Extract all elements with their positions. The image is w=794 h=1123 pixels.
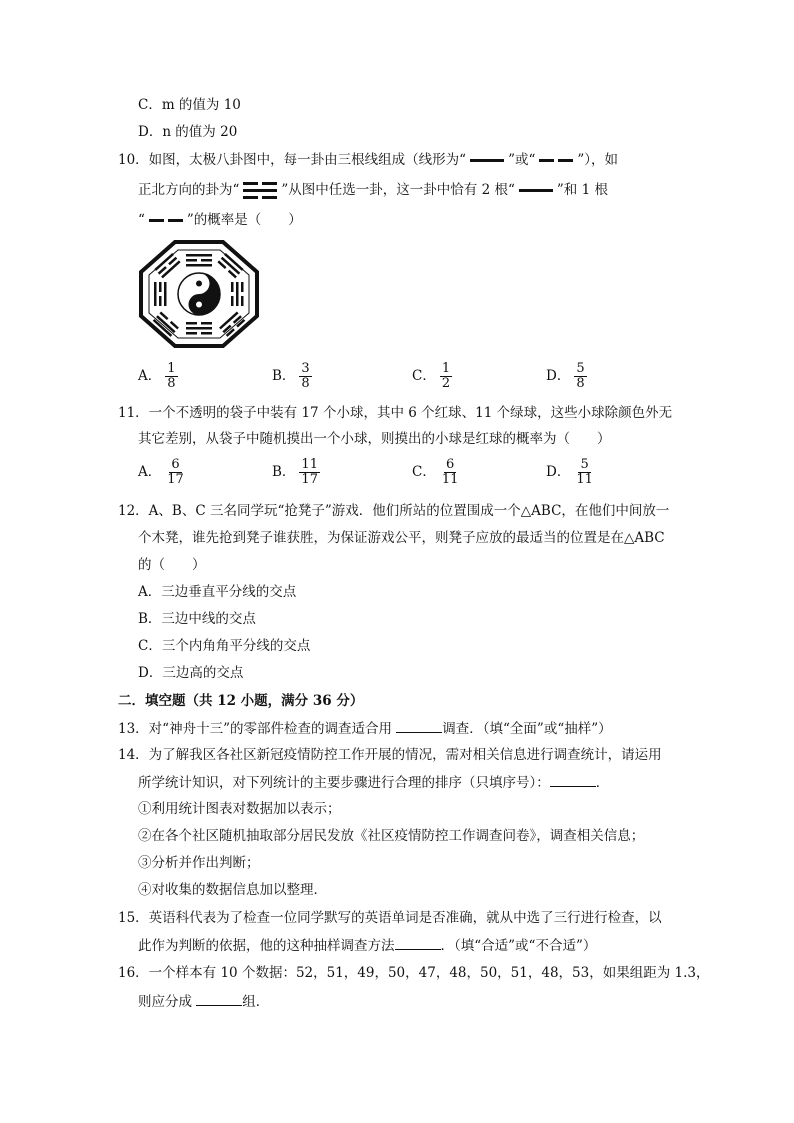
q16-line2 bbox=[138, 991, 269, 1012]
numerator: 5 bbox=[576, 361, 585, 376]
fraction bbox=[574, 362, 586, 391]
q10-text-3b: ”的概率是（ ） bbox=[186, 212, 302, 228]
q12-line3: 的（ ） bbox=[138, 557, 206, 573]
q10-option-b bbox=[272, 362, 312, 391]
q15-text-2a: 此作为判断的依据，他的这种抽样调查方法 bbox=[138, 938, 395, 954]
q15-line1: 15．英语科代表为了检查一位同学默写的英语单词是否准确，就从中选了三行进行检查，以 bbox=[118, 910, 662, 926]
answer-blank[interactable] bbox=[395, 935, 441, 950]
q10-text-1a: 10．如图，太极八卦图中，每一卦由三根线组成（线形为“ bbox=[118, 152, 467, 168]
q11-line2: 其它差别，从袋子中随机摸出一个小球，则摸出的小球是红球的概率为（ ） bbox=[138, 431, 611, 447]
q13 bbox=[118, 718, 612, 739]
q11-line1: 11．一个不透明的袋子中装有 17 个小球，其中 6 个红球、11 个绿球，这些小球除颜色外无 bbox=[118, 405, 673, 421]
option-label: B． bbox=[272, 464, 296, 480]
numerator: 11 bbox=[301, 457, 318, 472]
q14-step-1: ①利用统计图表对数据加以表示； bbox=[138, 801, 341, 817]
numerator: 1 bbox=[167, 361, 176, 376]
q10-text-1c: ”），如 bbox=[577, 152, 619, 168]
q10-option-d bbox=[546, 362, 587, 391]
fraction bbox=[440, 362, 452, 391]
answer-blank[interactable] bbox=[396, 718, 442, 733]
q9-option-c: C．m 的值为 10 bbox=[138, 97, 241, 113]
fraction bbox=[165, 362, 177, 391]
numerator: 3 bbox=[301, 361, 310, 376]
q14-step-4: ④对收集的数据信息加以整理． bbox=[138, 882, 327, 898]
q14-text-2a: 所学统计知识，对下列统计的主要步骤进行合理的排序（只填序号）： bbox=[138, 775, 550, 791]
q14-line1: 14．为了解我区各社区新冠疫情防控工作开展的情况，需对相关信息进行调查统计，请运用 bbox=[118, 747, 662, 763]
kan-trigram-icon bbox=[243, 182, 277, 200]
q10-option-a bbox=[138, 362, 178, 391]
q15-text-2b: ．（填“合适”或“不合适”） bbox=[440, 938, 597, 954]
q10-text-3a: “ bbox=[138, 212, 145, 228]
bagua-taiji-icon bbox=[138, 240, 260, 348]
fraction bbox=[299, 458, 320, 487]
solid-line-icon bbox=[470, 159, 504, 162]
q16-line1: 16．一个样本有 10 个数据：52，51，49，50，47，48，50，51，48，53，如果组距为 1.3， bbox=[118, 965, 710, 981]
option-label: C． bbox=[412, 464, 436, 480]
numerator: 1 bbox=[441, 361, 451, 376]
section-heading-fill-in: 二．填空题（共 12 小题，满分 36 分） bbox=[118, 693, 364, 709]
q12-option-d: D．三边高的交点 bbox=[138, 665, 244, 681]
q10-text-2a: 正北方向的卦为“ bbox=[138, 182, 240, 198]
option-label: A． bbox=[138, 464, 162, 480]
denominator: 17 bbox=[167, 472, 184, 487]
fraction bbox=[574, 458, 595, 487]
denominator: 11 bbox=[441, 472, 459, 487]
answer-blank[interactable] bbox=[196, 991, 242, 1006]
broken-line-icon bbox=[539, 159, 573, 162]
q10-text-2c: ”和 1 根 bbox=[556, 182, 608, 198]
q14-step-3: ③分析并作出判断； bbox=[138, 855, 260, 871]
denominator: 8 bbox=[301, 376, 310, 391]
fraction bbox=[165, 458, 186, 487]
broken-line-icon bbox=[149, 219, 183, 222]
q12-option-b: B．三边中线的交点 bbox=[138, 611, 256, 627]
q11-option-d bbox=[546, 458, 595, 487]
q14-step-2: ②在各个社区随机抽取部分居民发放《社区疫情防控工作调查问卷》，调查相关信息； bbox=[138, 828, 645, 844]
denominator: 8 bbox=[576, 376, 585, 391]
numerator: 6 bbox=[171, 457, 180, 472]
denominator: 11 bbox=[576, 472, 593, 487]
q12-option-a: A．三边垂直平分线的交点 bbox=[138, 584, 297, 600]
q12-option-c: C．三个内角角平分线的交点 bbox=[138, 638, 311, 654]
fraction bbox=[299, 362, 311, 391]
solid-line-icon bbox=[519, 189, 553, 192]
numerator: 5 bbox=[580, 457, 589, 472]
q14-text-2b: ． bbox=[595, 775, 610, 791]
q12-line1: 12．A、B、C 三名同学玩“抢凳子”游戏．他们所站的位置围成一个△ABC，在他们中间放一 bbox=[118, 503, 670, 519]
answer-blank[interactable] bbox=[550, 772, 596, 787]
q10-line2 bbox=[138, 180, 608, 200]
q15-line2 bbox=[138, 935, 596, 956]
option-label: D． bbox=[546, 464, 571, 480]
q10-text-2b: ”从图中任选一卦，这一卦中恰有 2 根“ bbox=[281, 182, 515, 198]
option-label: B． bbox=[272, 368, 296, 384]
q16-text-2b: 组． bbox=[242, 994, 270, 1010]
fraction bbox=[440, 458, 461, 487]
q11-option-c bbox=[412, 458, 460, 487]
denominator: 17 bbox=[301, 472, 318, 487]
q10-line1 bbox=[118, 150, 618, 170]
q13-text-a: 13．对“神舟十三”的零部件检查的调查适合用 bbox=[118, 721, 397, 737]
q13-text-b: 调查．（填“全面”或“抽样”） bbox=[442, 721, 612, 737]
q10-text-1b: ”或“ bbox=[508, 152, 536, 168]
denominator: 2 bbox=[441, 376, 451, 391]
q11-option-b bbox=[272, 458, 320, 487]
q16-text-2a: 则应分成 bbox=[138, 994, 197, 1010]
option-label: C． bbox=[412, 368, 436, 384]
option-label: D． bbox=[546, 368, 571, 384]
denominator: 8 bbox=[167, 376, 176, 391]
numerator: 6 bbox=[445, 457, 455, 472]
option-label: A． bbox=[138, 368, 162, 384]
q9-option-d: D．n 的值为 20 bbox=[138, 124, 238, 140]
bagua-figure bbox=[138, 240, 260, 348]
q11-option-a bbox=[138, 458, 186, 487]
q10-line3 bbox=[138, 210, 302, 230]
q14-line2 bbox=[138, 772, 609, 793]
q12-line2: 个木凳，谁先抢到凳子谁获胜，为保证游戏公平，则凳子应放的最适当的位置是在△ABC bbox=[138, 530, 665, 546]
q10-option-c bbox=[412, 362, 452, 391]
